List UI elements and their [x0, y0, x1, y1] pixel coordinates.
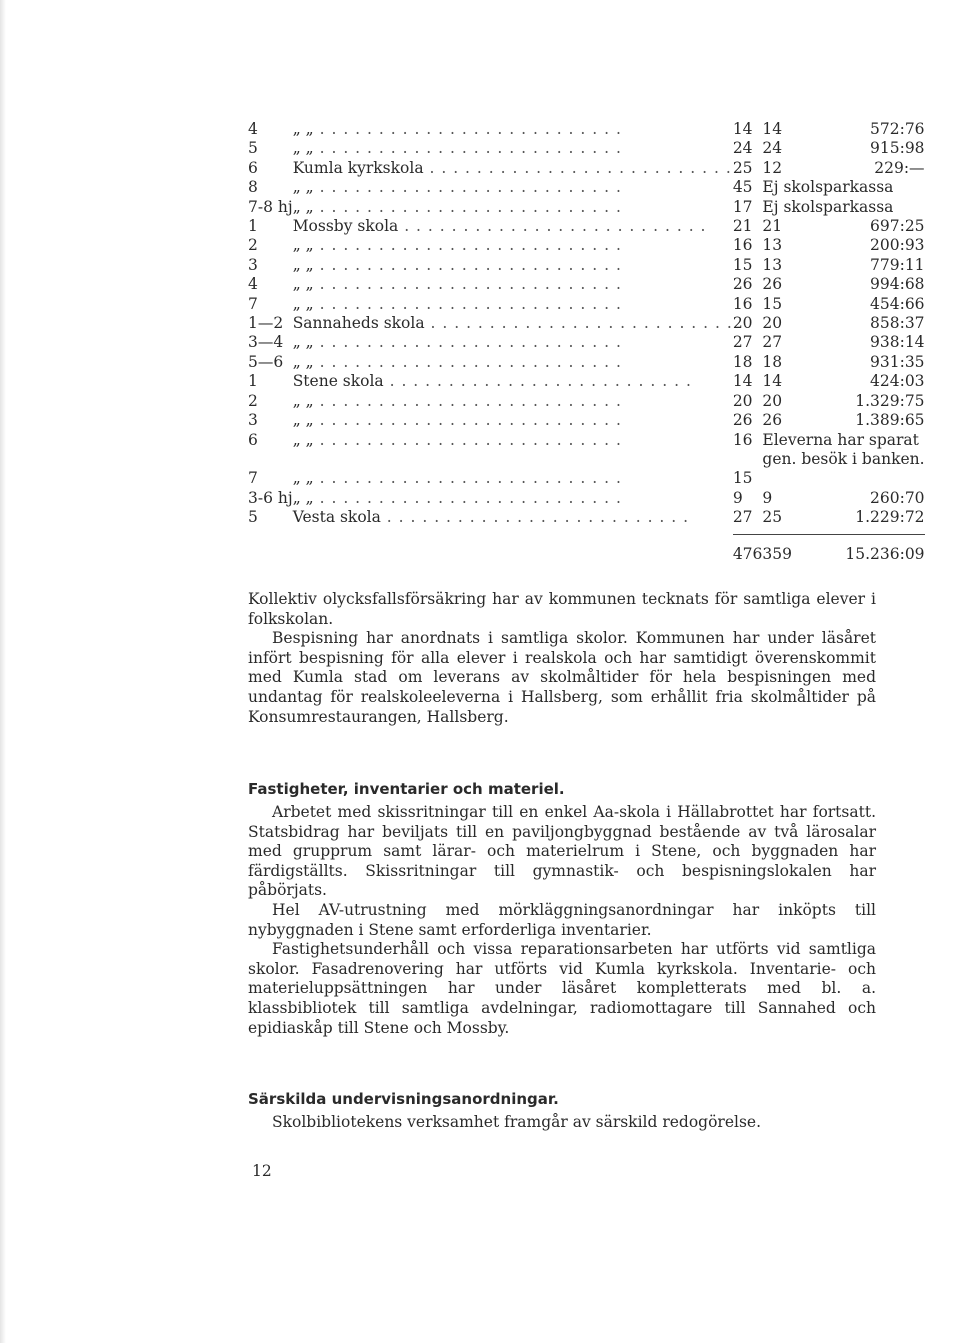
savers-cell: 15 — [762, 294, 783, 313]
pupils-cell: 45 — [732, 178, 753, 197]
savers-cell: 18 — [762, 352, 783, 371]
savers-cell: 20 — [762, 391, 783, 410]
section-heading-property: Fastigheter, inventarier och materiel. — [248, 780, 565, 798]
school-name: „ „ — [292, 275, 314, 294]
savers-cell — [762, 469, 807, 488]
leader-dots: . . . . . . . . . . . . . . . . . . . . . . . . . . — [380, 508, 690, 527]
pupils-cell: 16 — [732, 294, 753, 313]
table-row — [248, 139, 925, 158]
property-paragraph-2: Hel AV-utrustning med mörkläggningsanordningar har inköpts till nybyggnaden i Stene samt erforderliga inventarier. — [248, 900, 876, 939]
amount-cell: 424:03 — [870, 372, 925, 391]
pupils-cell: 24 — [732, 139, 753, 158]
table-row — [248, 198, 925, 217]
savers-cell: 25 — [762, 508, 783, 527]
total-amount: 15.236:09 — [845, 544, 925, 563]
savers-cell: 27 — [762, 333, 783, 352]
school-cell — [293, 392, 733, 411]
leader-dots: . . . . . . . . . . . . . . . . . . . . . . . . . . — [313, 352, 622, 371]
school-cell — [293, 489, 733, 508]
note-cell: Eleverna har sparat — [762, 430, 919, 449]
insurance-paragraph: Kollektiv olycksfallsförsäkring har av kommunen tecknats för samtliga elever i folkskolan. — [248, 590, 876, 628]
school-cell — [293, 431, 733, 450]
amount-cell: 697:25 — [870, 217, 925, 236]
school-cell — [293, 411, 733, 430]
savers-cell: 26 — [762, 275, 783, 294]
school-name: „ „ — [292, 333, 314, 352]
school-name: Kumla kyrkskola — [292, 158, 424, 177]
school-name: „ „ — [292, 411, 314, 430]
school-name: „ „ — [292, 469, 314, 488]
total-savers: 359 — [762, 544, 792, 563]
pupils-cell: 15 — [732, 469, 753, 488]
table-row — [248, 295, 925, 314]
school-name: „ „ — [292, 294, 314, 313]
school-name: „ „ — [292, 352, 314, 371]
savers-cell: 21 — [762, 217, 783, 236]
class-cell: 1—2 — [248, 314, 284, 333]
pupils-cell: 20 — [732, 314, 753, 333]
savers-cell: 24 — [762, 139, 783, 158]
class-cell: 1 — [248, 217, 258, 236]
pupils-cell: 9 — [732, 488, 743, 507]
savers-cell: 9 — [762, 488, 773, 507]
class-cell: 7 — [248, 469, 258, 488]
school-cell — [293, 236, 733, 255]
pupils-cell: 14 — [732, 120, 753, 138]
school-name: Vesta skola — [292, 508, 381, 527]
leader-dots: . . . . . . . . . . . . . . . . . . . . . . . . . . — [398, 217, 707, 236]
totals-row — [248, 534, 925, 564]
amount-cell — [808, 469, 925, 488]
property-paragraph-3: Fastighetsunderhåll och vissa reparationsarbeten har utförts vid samtliga skolor. Fasadrenovering har utförts vid Kumla kyrkskola. Inventarie- och materieluppsättningen har under läsåret kompletterats med bl. a. klassbibliotek till samtliga avdelningar, radiomottagare till Sannahed och epidiaskåp till Stene och Mossby. — [248, 940, 876, 1037]
school-name: „ „ — [292, 236, 314, 255]
amount-cell: 994:68 — [870, 275, 925, 294]
class-cell: 7 — [248, 294, 258, 313]
leader-dots: . . . . . . . . . . . . . . . . . . . . . . . . . . — [313, 430, 622, 449]
school-name: „ „ — [292, 391, 314, 410]
pupils-cell: 27 — [732, 333, 753, 352]
amount-cell: 572:76 — [870, 120, 925, 138]
table-row — [248, 236, 925, 255]
pupils-cell: 25 — [732, 158, 753, 177]
leader-dots: . . . . . . . . . . . . . . . . . . . . . . . . . . — [313, 294, 622, 313]
savers-cell: 14 — [762, 120, 783, 138]
pupils-cell: 16 — [732, 430, 753, 449]
school-cell — [293, 353, 733, 372]
school-cell — [293, 120, 733, 139]
page-number: 12 — [252, 1162, 272, 1180]
leader-dots: . . . . . . . . . . . . . . . . . . . . . . . . . . — [313, 391, 622, 410]
amount-cell: 260:70 — [870, 488, 925, 507]
school-cell — [293, 469, 733, 488]
property-paragraph-1: Arbetet med skissritningar till en enkel Aa-skola i Hällabrottet har fortsatt. Statsbidrag har beviljats till en paviljongbyggnad bestående av två lärosalar med grupprum samt lärar- och materielrum i Stene, och byggnaden har färdigställts. Skissritningar till gymnastik- och bespisningslokalen har påbörjats. — [248, 803, 876, 900]
school-name: „ „ — [292, 488, 314, 507]
pupils-cell: 20 — [732, 391, 753, 410]
class-cell: 3 — [248, 255, 258, 274]
school-cell — [293, 159, 733, 178]
school-cell — [293, 372, 733, 391]
school-name: „ „ — [292, 197, 314, 216]
amount-cell: 1.329:75 — [855, 391, 925, 410]
leader-dots: . . . . . . . . . . . . . . . . . . . . . . . . . . — [313, 197, 622, 216]
school-name: Mossby skola — [292, 217, 399, 236]
table-row — [248, 431, 925, 450]
total-pupils: 476 — [732, 544, 763, 563]
school-cell — [293, 508, 733, 527]
savers-cell: 13 — [762, 236, 783, 255]
pupils-cell: 21 — [732, 217, 753, 236]
class-cell: 3 — [248, 411, 258, 430]
table-row — [248, 217, 925, 236]
table-row — [248, 469, 925, 488]
school-cell — [293, 178, 733, 197]
intro-text — [248, 590, 876, 727]
savers-cell: 12 — [762, 158, 783, 177]
table-row — [248, 178, 925, 197]
note-cell: Ej skolsparkassa — [762, 197, 894, 216]
class-cell: 8 — [248, 178, 258, 197]
leader-dots: . . . . . . . . . . . . . . . . . . . . . . . . . . — [313, 275, 622, 294]
school-cell — [293, 295, 733, 314]
section-heading-special: Särskilda undervisningsanordningar. — [248, 1090, 559, 1108]
leader-dots: . . . . . . . . . . . . . . . . . . . . . . . . . . — [313, 488, 622, 507]
class-cell: 5 — [248, 508, 258, 527]
class-cell: 5 — [248, 139, 258, 158]
school-name: „ „ — [292, 178, 314, 197]
class-cell: 6 — [248, 158, 258, 177]
pupils-cell: 27 — [732, 508, 753, 527]
school-name: Sannaheds skola — [292, 314, 425, 333]
school-cell — [293, 256, 733, 275]
pupils-cell: 26 — [732, 411, 753, 430]
table-row — [248, 411, 925, 430]
school-name: „ „ — [292, 255, 314, 274]
amount-cell: 915:98 — [870, 139, 925, 158]
table-row — [248, 450, 925, 469]
school-cell — [293, 217, 733, 236]
savers-cell: 20 — [762, 314, 783, 333]
table-row — [248, 333, 925, 352]
pupils-cell: 18 — [732, 352, 753, 371]
table-row — [248, 159, 925, 178]
class-cell: 1 — [248, 372, 258, 391]
table-row — [248, 508, 925, 527]
class-cell: 6 — [248, 430, 258, 449]
leader-dots: . . . . . . . . . . . . . . . . . . . . . . . . . . — [313, 333, 622, 352]
amount-cell: 200:93 — [870, 236, 925, 255]
savers-cell: 26 — [762, 411, 783, 430]
pupils-cell: 26 — [732, 275, 753, 294]
class-cell: 4 — [248, 275, 258, 294]
leader-dots: . . . . . . . . . . . . . . . . . . . . . . . . . . — [423, 158, 732, 177]
leader-dots: . . . . . . . . . . . . . . . . . . . . . . . . . . — [383, 372, 692, 391]
pupils-cell: 15 — [732, 255, 753, 274]
pupils-cell — [733, 450, 763, 469]
table-row — [248, 392, 925, 411]
amount-cell: 454:66 — [870, 294, 925, 313]
class-cell: 3-6 hj — [248, 488, 293, 507]
school-cell — [293, 275, 733, 294]
school-cell — [293, 314, 733, 333]
class-cell: 2 — [248, 391, 258, 410]
leader-dots: . . . . . . . . . . . . . . . . . . . . . . . . . . — [313, 255, 622, 274]
note-cell: Ej skolsparkassa — [762, 178, 894, 197]
school-name: „ „ — [292, 139, 314, 158]
class-cell: 3—4 — [248, 333, 284, 352]
savings-table-body — [248, 120, 925, 564]
special-paragraph-1: Skolbibliotekens verksamhet framgår av särskild redogörelse. — [272, 1113, 762, 1131]
leader-dots: . . . . . . . . . . . . . . . . . . . . . . . . . . — [313, 139, 622, 158]
note-cell: gen. besök i banken. — [762, 449, 925, 468]
amount-cell: 1.389:65 — [855, 411, 925, 430]
school-name: „ „ — [292, 430, 314, 449]
table-row — [248, 489, 925, 508]
amount-cell: 779:11 — [870, 255, 925, 274]
amount-cell: 938:14 — [870, 333, 925, 352]
amount-cell: 931:35 — [870, 352, 925, 371]
leader-dots: . . . . . . . . . . . . . . . . . . . . . . . . . . — [424, 314, 733, 333]
school-cell — [293, 333, 733, 352]
leader-dots: . . . . . . . . . . . . . . . . . . . . . . . . . . — [313, 411, 622, 430]
leader-dots: . . . . . . . . . . . . . . . . . . . . . . . . . . — [313, 178, 622, 197]
school-cell — [293, 198, 733, 217]
school-name: Stene skola — [292, 372, 384, 391]
table-row — [248, 275, 925, 294]
property-text — [248, 803, 876, 1038]
table-row — [248, 120, 925, 139]
savers-cell: 13 — [762, 255, 783, 274]
amount-cell: 229:— — [874, 158, 925, 177]
page-edge-shadow — [0, 0, 6, 1343]
amount-cell: 858:37 — [870, 314, 925, 333]
class-cell — [248, 450, 293, 469]
leader-dots: . . . . . . . . . . . . . . . . . . . . . . . . . . — [313, 469, 622, 488]
pupils-cell: 16 — [732, 236, 753, 255]
leader-dots: . . . . . . . . . . . . . . . . . . . . . . . . . . — [313, 236, 622, 255]
table-row — [248, 372, 925, 391]
table-row — [248, 353, 925, 372]
pupils-cell: 14 — [732, 372, 753, 391]
amount-cell: 1.229:72 — [855, 508, 925, 527]
class-cell: 2 — [248, 236, 258, 255]
class-cell: 5—6 — [248, 352, 284, 371]
school-cell — [293, 450, 733, 469]
table-row — [248, 256, 925, 275]
school-cell — [293, 139, 733, 158]
pupils-cell: 17 — [732, 197, 753, 216]
class-cell: 4 — [248, 120, 258, 138]
leader-dots: . . . . . . . . . . . . . . . . . . . . . . . . . . — [313, 120, 622, 138]
savers-cell: 14 — [762, 372, 783, 391]
savings-table — [248, 120, 925, 564]
table-row — [248, 314, 925, 333]
class-cell: 7-8 hj — [248, 197, 293, 216]
meals-paragraph: Bespisning har anordnats i samtliga skolor. Kommunen har under läsåret infört bespisning för alla elever i realskola och har samtidigt överenskommit med Kumla stad om leverans av skolmåltider för hela bespisningen med undantag för realskoleeleverna i Hallsberg, som erhållit fria skolmåltider på Konsumrestaurangen, Hallsberg. — [248, 629, 876, 726]
special-text — [248, 1113, 876, 1133]
school-name: „ „ — [292, 120, 314, 138]
